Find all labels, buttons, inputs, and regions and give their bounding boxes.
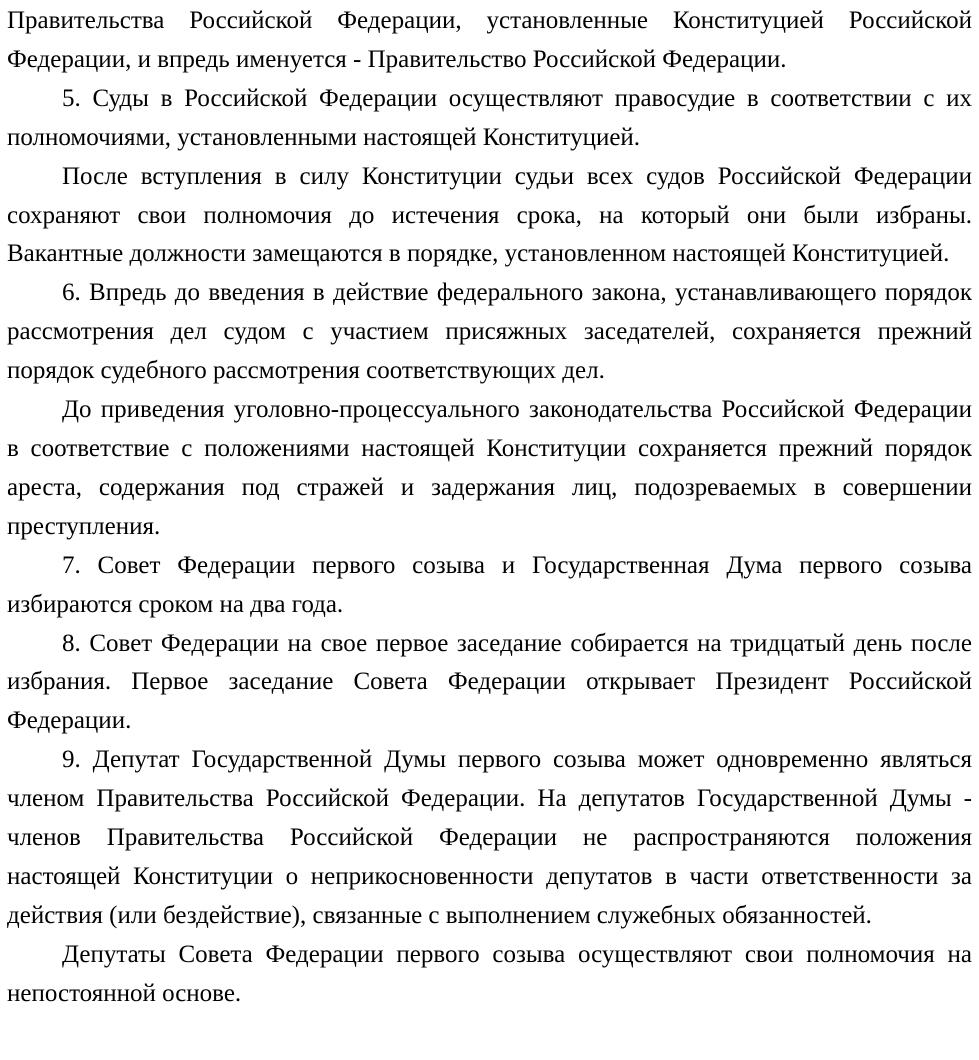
paragraph-federation-council-deputies: Депутаты Совета Федерации первого созыва осуществляют свои полномочия на непостоянной основе. [7, 940, 972, 1007]
paragraph-item-7-term: 7. Совет Федерации первого созыва и Государственная Дума первого созыва избираются сроком на два года. [7, 551, 972, 618]
paragraph-judges-powers: После вступления в силу Конституции судьи всех судов Российской Федерации сохраняют свои полномочия до истечения срока, на который они были избраны. Вакантные должности замещаются в порядке, установленном настоящей Конституцией. [7, 162, 972, 268]
paragraph-item-9-deputies: 9. Депутат Государственной Думы первого созыва может одновременно являться членом Правительства Российской Федерации. На депутатов Государственной Думы - членов Правительства Российской Федерации не распространяются положения настоящей Конституции о неприкосновенности депутатов в части ответственности за действия (или бездействие), связанные с выполнением служебных обязанностей. [7, 746, 972, 929]
paragraph-government-continuation: Правительства Российской Федерации, установленные Конституцией Российской Федерации, и впредь именуется - Правительство Российской Федерации. [7, 7, 972, 73]
paragraph-criminal-procedure: До приведения уголовно-процессуального законодательства Российской Федерации в соответствие с положениями настоящей Конституции сохраняется прежний порядок ареста, содержания под стражей и задержания лиц, подозреваемых в совершении преступления. [7, 396, 972, 540]
paragraph-item-6-jury: 6. Впредь до введения в действие федерального закона, устанавливающего порядок рассмотрения дел судом с участием присяжных заседателей, сохраняется прежний порядок судебного рассмотрения соответствующих дел. [7, 279, 972, 385]
paragraph-item-8-first-session: 8. Совет Федерации на свое первое заседание собирается на тридцатый день после избрания. Первое заседание Совета Федерации открывает Президент Российской Федерации. [7, 629, 972, 735]
paragraph-item-5-courts: 5. Суды в Российской Федерации осуществляют правосудие в соответствии с их полномочиями, установленными настоящей Конституцией. [7, 84, 972, 151]
